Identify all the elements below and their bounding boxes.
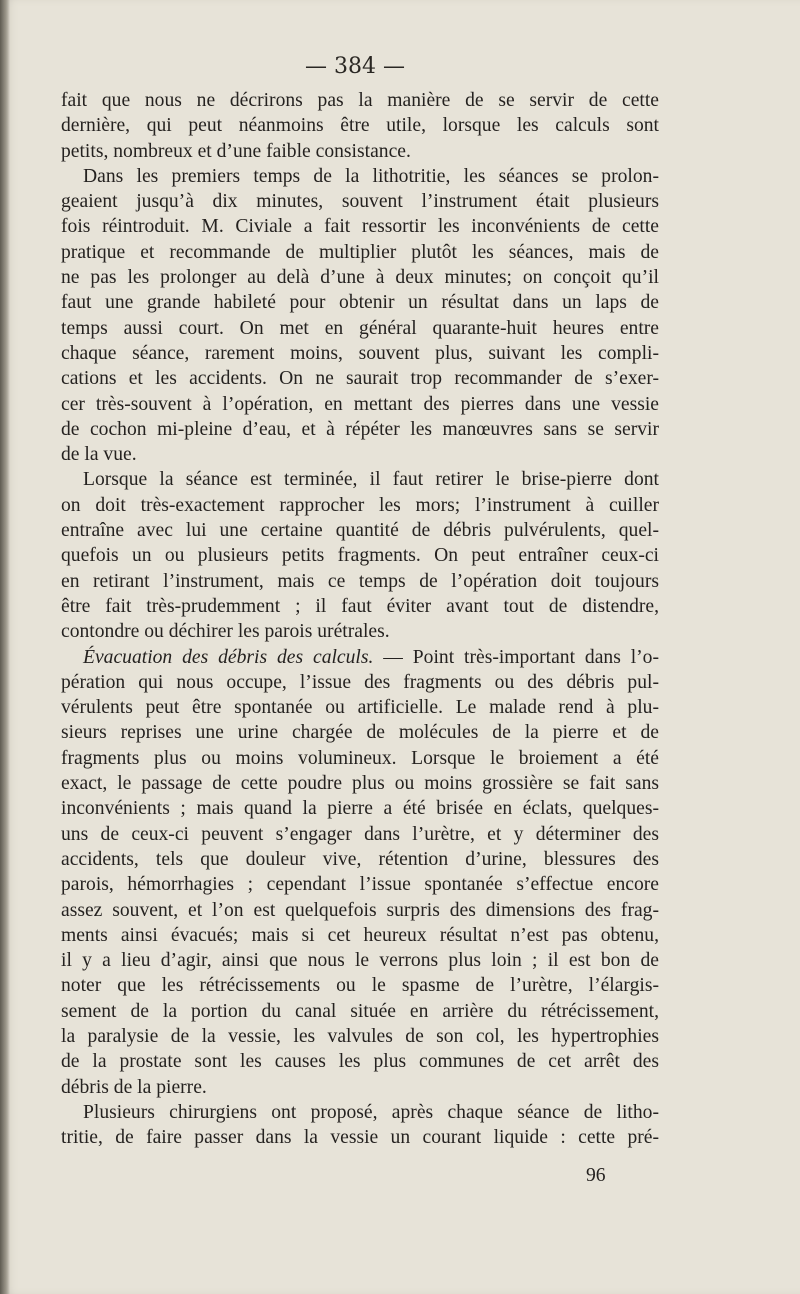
section-heading: Évacuation des débris des calculs. (83, 646, 374, 668)
text-line: on doit très-exactement rapprocher les mors; l’instrument à cuiller (61, 494, 659, 516)
text-line: contondre ou déchirer les parois urétrales. (61, 621, 390, 643)
text-line: sement de la portion du canal située en arrière du rétrécissement, (61, 1000, 659, 1022)
text-line: tritie, de faire passer dans la vessie un courant liquide : cette pré- (61, 1127, 659, 1149)
text-line: exact, le passage de cette poudre plus ou moins grossière se fait sans (61, 773, 659, 795)
text-line: en retirant l’instrument, mais ce temps de l’opération doit toujours (61, 570, 659, 592)
text-line: parois, hémorrhagies ; cependant l’issue spontanée s’effectue encore (61, 874, 659, 896)
text-line: quefois un ou plusieurs petits fragments. On peut entraîner ceux-ci (61, 545, 659, 567)
text-line: de la vue. (61, 444, 137, 466)
page-number: — 384 — (305, 54, 405, 79)
text-line: dernière, qui peut néanmoins être utile, lorsque les calculs sont (61, 115, 659, 137)
text-line: noter que les rétrécissements ou le spasme de l’urètre, l’élargis- (61, 975, 659, 997)
text-line: pratique et recommande de multiplier plutôt les séances, mais de (61, 241, 659, 263)
text-line: accidents, tels que douleur vive, rétention d’urine, blessures des (61, 848, 659, 870)
text-line: fois réintroduit. M. Civiale a fait ressortir les inconvénients de cette (61, 216, 659, 238)
text-line: fait que nous ne décrirons pas la manière de se servir de cette (61, 90, 659, 111)
text-line: temps aussi court. On met en général quarante-huit heures entre (61, 317, 659, 339)
text-line: uns de ceux-ci peuvent s’engager dans l’urètre, et y déterminer des (61, 823, 659, 845)
signature-mark: 96 (586, 1165, 606, 1186)
text-line: Dans les premiers temps de la lithotritie, les séances se prolon- (83, 165, 659, 187)
text-line: de la prostate sont les causes les plus communes de cet arrêt des (61, 1051, 659, 1073)
text-line: entraîne avec lui une certaine quantité de débris pulvérulents, quel- (61, 520, 659, 542)
text-line: ments ainsi évacués; mais si cet heureux résultat n’est pas obtenu, (61, 924, 659, 946)
text-line: geaient jusqu’à dix minutes, souvent l’instrument était plusieurs (61, 191, 659, 213)
text-line: débris de la pierre. (61, 1076, 207, 1098)
body-text (61, 88, 659, 1150)
text-line: pération qui nous occupe, l’issue des fragments ou des débris pul- (61, 671, 659, 693)
text-line: être fait très-prudemment ; il faut éviter avant tout de distendre, (61, 595, 659, 617)
text-line-rest: — Point très-important dans l’o- (373, 646, 660, 668)
text-line (61, 645, 659, 670)
page-spine-shadow (0, 0, 10, 1294)
text-line: de cochon mi-pleine d’eau, et à répéter les manœuvres sans se servir (61, 418, 659, 440)
text-line: ne pas les prolonger au delà d’une à deux minutes; on conçoit qu’il (61, 267, 659, 289)
text-line: fragments plus ou moins volumineux. Lorsque le broiement a été (61, 747, 659, 769)
text-line: faut une grande habileté pour obtenir un résultat dans un laps de (61, 292, 659, 314)
text-line: Lorsque la séance est terminée, il faut retirer le brise-pierre dont (83, 469, 659, 491)
text-line: Plusieurs chirurgiens ont proposé, après chaque séance de litho- (83, 1101, 659, 1123)
text-line: vérulents peut être spontanée ou artificielle. Le malade rend à plu- (61, 697, 659, 719)
text-line: sieurs reprises une urine chargée de molécules de la pierre et de (61, 722, 659, 744)
text-line: inconvénients ; mais quand la pierre a été brisée en éclats, quelques- (61, 798, 659, 820)
text-line: cations et les accidents. On ne saurait trop recommander de s’exer- (61, 368, 659, 390)
text-line: cer très-souvent à l’opération, en mettant des pierres dans une vessie (61, 393, 659, 415)
text-line: chaque séance, rarement moins, souvent plus, suivant les compli- (61, 342, 659, 364)
text-line: petits, nombreux et d’une faible consistance. (61, 140, 411, 162)
text-line: la paralysie de la vessie, les valvules de son col, les hypertrophies (61, 1025, 659, 1047)
text-line: assez souvent, et l’on est quelquefois surpris des dimensions des frag- (61, 899, 659, 921)
text-line: il y a lieu d’agir, ainsi que nous le verrons plus loin ; il est bon de (61, 950, 659, 972)
